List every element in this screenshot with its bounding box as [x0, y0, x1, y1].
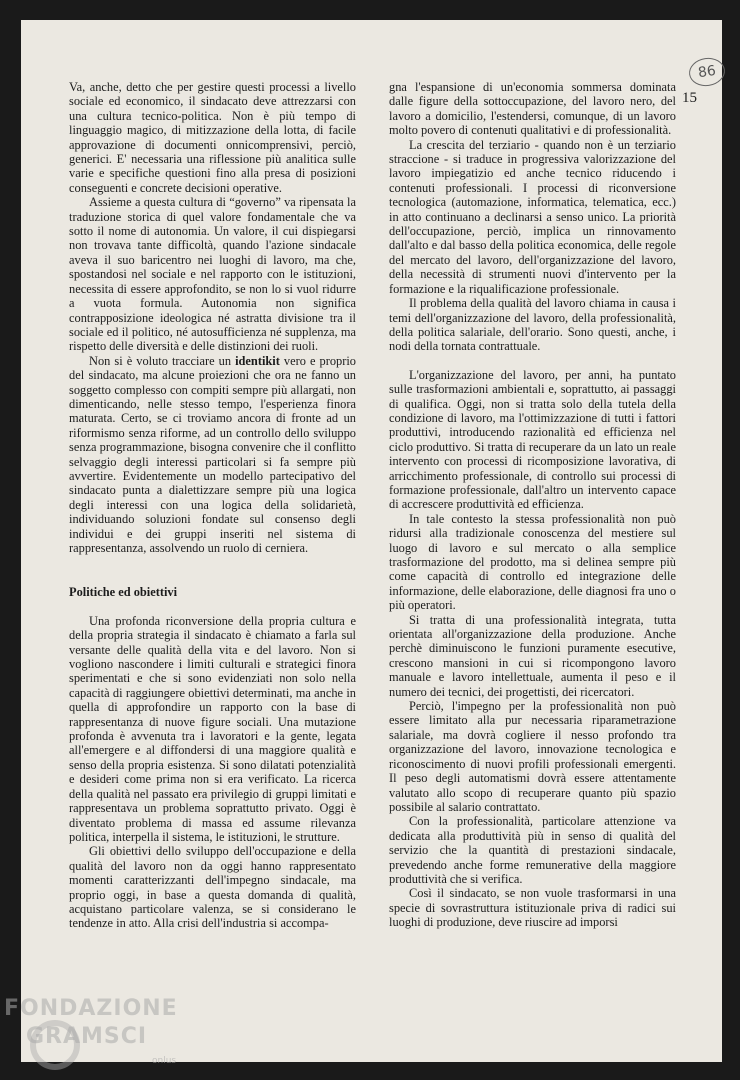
section-heading: Politiche ed obiettivi — [69, 585, 178, 600]
watermark-line2: GRAMSCI — [26, 1024, 148, 1049]
paragraph: L'organizzazione del lavoro, per anni, ha puntato sulle trasformazioni ambientali e, soprattutto, ai passaggi di qualifica. Oggi, non si tratta solo della tutela della condizione di lavoro, ma l'ottimizzazione di tutti i fattori produttivi, introducendo razionalità ed efficienza nel ciclo produttivo. Si tratta di recuperare da un lato un reale intervento con processi di ricomposizione lavorativa, di arricchimento professionale, di controllo sui processi di formazione professionale, dall'altro un intervento capace di accrescere produttività ed efficienza. — [389, 367, 676, 512]
paragraph: Il problema della qualità del lavoro chiama in causa i temi dell'organizzazione del lavoro, della professionalità, della politica salariale, dell'orario. Sono questi, anche, i nodi della tornata contrattuale. — [389, 296, 676, 354]
paragraph: La crescita del terziario - quando non è un terziario straccione - si traduce in progressiva valorizzazione del lavoro impiegatizio ed anche tecnico riducendo i contenuti professionali. I processi di riconversione tecnologica (automazione, informatica, telematica, ecc.) in atto continuano a declinarsi a senso unico. La priorità dell'occupazione, perciò, implica un rinnovamento dall'alto e dal basso della politica economica, delle regole del mercato del lavoro, dell'organizzazione del lavoro, della necessità di strumenti nuovi d'intervento per la formazione e la riqualificazione professionale. — [389, 137, 676, 296]
watermark-line1: FONDAZIONE — [4, 996, 178, 1021]
left-column — [69, 80, 356, 931]
handwritten-page-number: 86 — [687, 56, 727, 89]
page-number: 15 — [682, 90, 697, 106]
paragraph: In tale contesto la stessa professionalità non può ridursi alla tradizionale conoscenza del mestiere sul luogo di lavoro e sul mercato o alla semplice trasformazione del prodotto, ma si delinea sempre più come capacità di controllo ed integrazione delle informazione, delle elaborazione, delle diagnosi fra uno o più operatori. — [389, 511, 676, 613]
paragraph: Si tratta di una professionalità integrata, tutta orientata all'organizzazione della produzione. Anche perchè diminuiscono le funzioni puramente esecutive, crescono mansioni in cui si ricompongono lavoro manuale e lavoro intellettuale, aumenta il peso e il numero dei tecnici, dei progettisti, dei ricercatori. — [389, 612, 676, 699]
paragraph: Assieme a questa cultura di “governo” va ripensata la traduzione storica di quel valore fondamentale che va sotto il nome di autonomia. Un valore, il cui dispiegarsi non trovava tante difficoltà, quando l'azione sindacale aveva il suo baricentro nei luoghi di lavoro, ma che, spostandosi nel sociale e nel rapporto con le istituzioni, necessita di essere approfondito, se non lo si vuol ridurre a vuota formula. Autonomia non significa contrapposizione ideologica né astratta divisione tra il sociale ed il politico, né autosufficienza né supplenza, ma rispetto delle diversità e delle distinzioni dei ruoli. — [69, 195, 356, 354]
right-column — [389, 80, 676, 930]
bold-term: identikit — [235, 353, 280, 368]
watermark-suffix: onlus — [152, 1056, 177, 1066]
paragraph: gna l'espansione di un'economia sommersa dominata dalle figure della sottoccupazione, del lavoro nero, del lavoro a domicilio, l'estendersi, comunque, di un lavoro molto povero di contenuti qualitativi e di professionalità. — [389, 80, 676, 138]
paragraph: Perciò, l'impegno per la professionalità non può essere limitato alla pur necessaria riparametrazione salariale, ma dovrà cogliere il nesso profondo tra organizzazione del lavoro, innovazione tecnologica e riconoscimento di nuovi profili professionali emergenti. Il peso degli automatismi dovrà essere attentamente valutato allo scopo di recuperare quanto più spazio possibile al salario contrattato. — [389, 699, 676, 814]
text-span: Non si è voluto tracciare un — [89, 353, 236, 368]
watermark — [4, 995, 178, 1066]
text-span: vero e proprio del sindacato, ma alcune proiezioni che ora ne fanno un soggetto complesso con compiti sempre più allargati, non dimenticando, nelle stesso tempo, l'esperienza finora maturata. Certo, se ci troviamo ancora di fronte ad un riformismo senza riforme, ad un controllo dello sviluppo senza programmazione, bisogna convenire che il conflitto selvaggio degli interessi particolari si fa sempre più avvertire. Evidentemente un modello partecipativo del sindacato punta a dialettizzare sempre più una logica degli interessi con una logica della solidarietà, individuando soluzioni fondate sul consenso degli individui e dei gruppi inseriti nel sistema di rappresentanza, assolvendo un ruolo di cerniera. — [69, 353, 356, 555]
paragraph: Va, anche, detto che per gestire questi processi a livello sociale ed economico, il sindacato deve attrezzarsi con una cultura tecnico-politica. Non è più tempo di linguaggio magico, di mitizzazione della lotta, di facile approvazione di documenti onnicomprensivi, perciò, generici. E' necessaria una riflessione più analitica sulle varie e specifiche questioni fino alla presa di posizioni conseguenti e concrete decisioni operative. — [69, 80, 356, 195]
paragraph: Con la professionalità, particolare attenzione va dedicata alla produttività più in senso di qualità del servizio che la quantità di prestazioni sindacale, prevedendo anche forme remunerative della maggiore produttività che si verifica. — [389, 814, 676, 886]
paragraph: Gli obiettivi dello sviluppo dell'occupazione e della qualità del lavoro non da oggi hanno rappresentato momenti caratterizzanti dell'impegno sindacale, ma proprio oggi, in base a questa domanda di qualità, acquistano particolare valenza, se si considerano le tendenze in atto. Alla crisi dell'industria si accompa- — [69, 844, 356, 931]
paragraph: Così il sindacato, se non vuole trasformarsi in una specie di sovrastruttura istituzionale priva di radici sui luoghi di produzione, deve riuscire ad imporsi — [389, 886, 676, 930]
paragraph — [69, 354, 356, 556]
paragraph: Una profonda riconversione della propria cultura e della propria strategia il sindacato è chiamato a farla sul versante delle qualità della vita e del lavoro. Non si vogliono nascondere i limiti culturali e strategici finora sperimentati e che si sono evidenziati non solo nella capacità di raggiungere obiettivi determinati, ma anche in quella di approfondire un rapporto con la base di rappresentanza di nuove figure sociali. Una mutazione profonda è avvenuta tra i lavoratori e la gente, legata all'emergere e al diffondersi di una maggiore qualità e senso della propria esistenza. Si sono dilatati potenzialità e desideri come prima non si era verificato. La ricerca della qualità nel passato era privilegio di gruppi limitati e rappresentava un problema soprattutto privato. Oggi è diventato problema di massa ed assume rilevanza politica, interpella il sistema, le istituzioni, le strutture. — [69, 613, 356, 844]
